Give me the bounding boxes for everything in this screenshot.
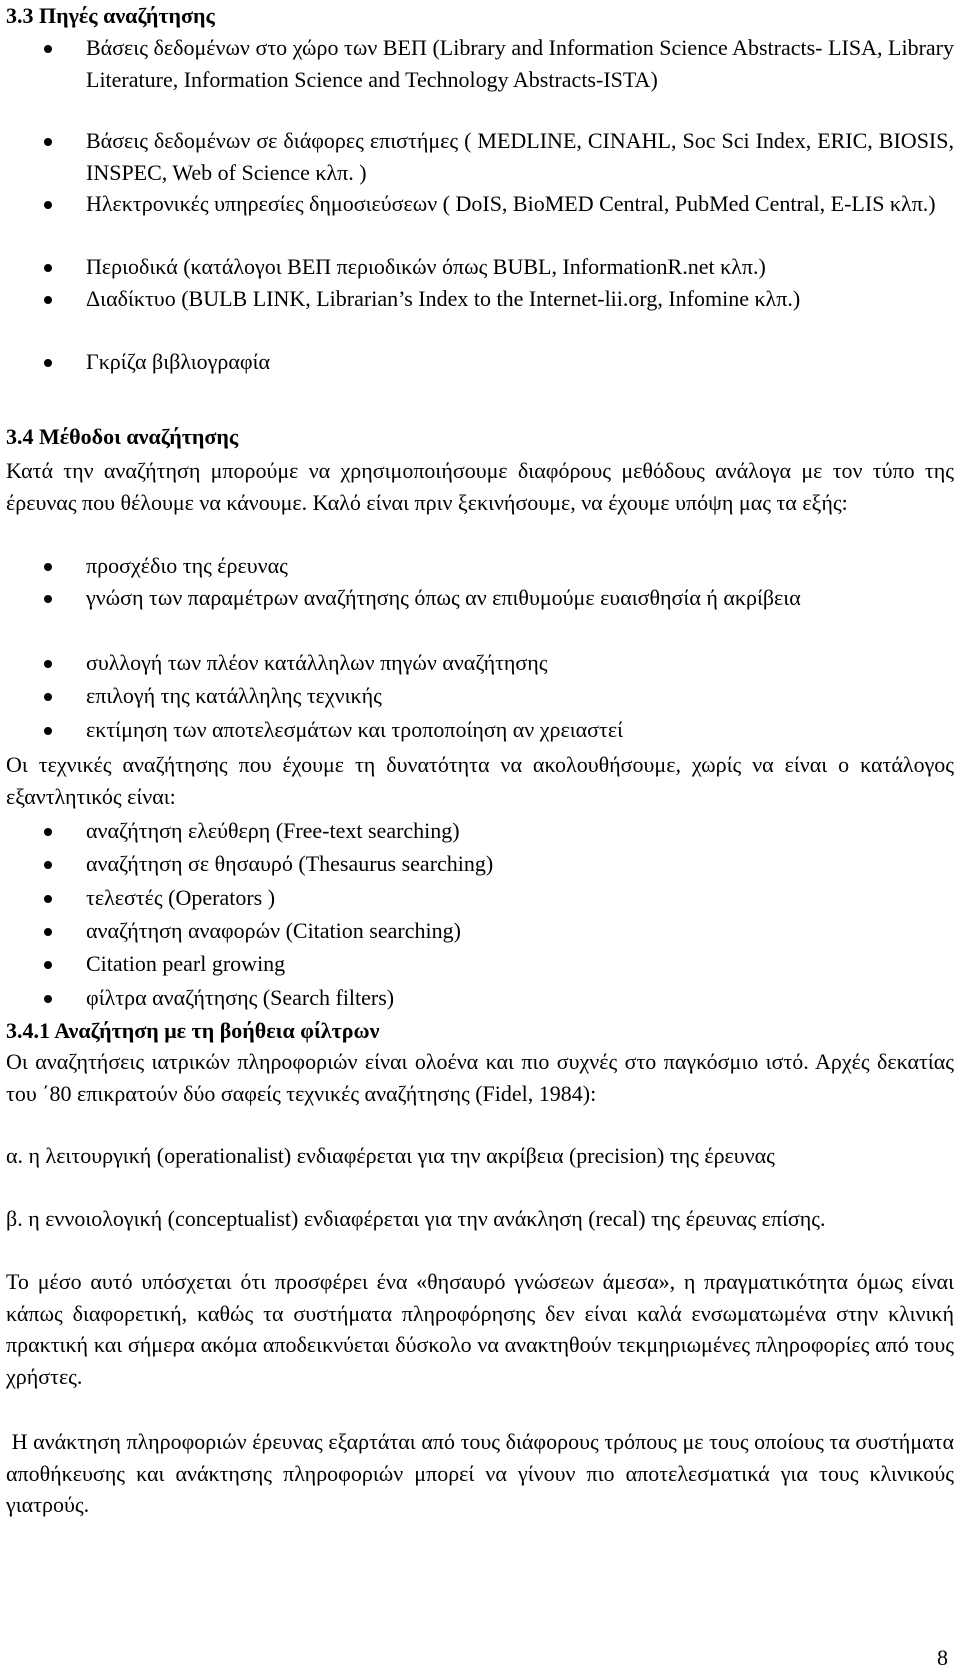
section-heading-3-4: 3.4 Μέθοδοι αναζήτησης — [6, 424, 239, 449]
list-item: αναζήτηση σε θησαυρό (Thesaurus searching) — [6, 848, 954, 880]
list-item: Βάσεις δεδομένων σε διάφορες επιστήμες ( MEDLINE, CINAHL, Soc Sci Index, ERIC, BIOSIS, INSPEC, Web of Science κλπ. ) — [6, 125, 954, 188]
bullet-icon — [44, 296, 52, 304]
paragraph-techniques-intro: Οι τεχνικές αναζήτησης που έχουμε τη δυνατότητα να ακολουθήσουμε, χωρίς να είναι ο κατάλογος εξαντλητικός είναι: — [6, 752, 954, 809]
bullet-icon — [44, 727, 52, 735]
section-heading-3-4-1: 3.4.1 Αναζήτηση με τη βοήθεια φίλτρων — [6, 1018, 380, 1043]
list-item: αναζήτηση ελεύθερη (Free-text searching) — [6, 815, 954, 847]
bullet-icon — [44, 563, 52, 571]
paragraph-operationalist: α. η λειτουργική (operationalist) ενδιαφέρεται για την ακρίβεια (precision) της έρευνας — [6, 1143, 775, 1168]
list-item: εκτίμηση των αποτελεσμάτων και τροποποίηση αν χρειαστεί — [6, 714, 954, 746]
list-item: Citation pearl growing — [6, 948, 954, 980]
paragraph-filters-intro: Οι αναζητήσεις ιατρικών πληροφοριών είναι ολοένα και πιο συχνές στο παγκόσμιο ιστό. Αρχές δεκατίας του ΄80 επικρατούν δύο σαφείς τεχνικές αναζήτησης (Fidel, 1984): — [6, 1049, 954, 1106]
page-number: 8 — [937, 1645, 948, 1670]
bullet-icon — [44, 138, 52, 146]
bullet-icon — [44, 995, 52, 1003]
list-item: επιλογή της κατάλληλης τεχνικής — [6, 680, 954, 712]
bullet-icon — [44, 201, 52, 209]
list-item: Ηλεκτρονικές υπηρεσίες δημοσιεύσεων ( DoIS, BioMED Central, PubMed Central, E-LIS κλπ.) — [6, 188, 954, 251]
list-item: τελεστές (Operators ) — [6, 882, 954, 914]
section-heading-3-3: 3.3 Πηγές αναζήτησης — [6, 3, 215, 28]
list-item: προσχέδιο της έρευνας — [6, 550, 954, 582]
bullet-icon — [44, 264, 52, 272]
list-item: Γκρίζα βιβλιογραφία — [6, 346, 954, 378]
paragraph-conceptualist: β. η εννοιολογική (conceptualist) ενδιαφέρεται για την ανάκληση (recal) της έρευνας επίσης. — [6, 1206, 826, 1231]
bullet-icon — [44, 660, 52, 668]
paragraph-knowledge-treasure: Το μέσο αυτό υπόσχεται ότι προσφέρει ένα «θησαυρό γνώσεων άμεσα», η πραγματικότητα όμως είναι κάπως διαφορετική, καθώς τα συστήματα πληροφόρησης δεν είναι καλά ενσωματωμένα στην κλινική πρακτική και σήμερα ακόμα αποδεικνύεται δύσκολο να ανακτηθούν τεκμηριωμένες πληροφορίες από τους χρήστες. — [6, 1269, 954, 1389]
paragraph-retrieval: Η ανάκτηση πληροφοριών έρευνας εξαρτάται από τους διάφορους τρόπους με τους οποίους τα συστήματα αποθήκευσης και ανάκτησης πληροφοριών μπορεί να γίνουν πιο αποτελεσματικά για τους κλινικούς γιατρούς. — [6, 1429, 960, 1517]
list-item: φίλτρα αναζήτησης (Search filters) — [6, 982, 954, 1014]
list-item: Διαδίκτυο (BULB LINK, Librarian’s Index to the Internet-lii.org, Infomine κλπ.) — [6, 283, 954, 346]
bullet-icon — [44, 861, 52, 869]
bullet-icon — [44, 45, 52, 53]
bullet-icon — [44, 961, 52, 969]
paragraph-3-4-intro: Κατά την αναζήτηση μπορούμε να χρησιμοποιήσουμε διαφόρους μεθόδους ανάλογα με τον τύπο της έρευνας που θέλουμε να κάνουμε. Καλό είναι πριν ξεκινήσουμε, να έχουμε υπόψη μας τα εξής: — [6, 458, 954, 515]
bullet-icon — [44, 693, 52, 701]
bullet-icon — [44, 928, 52, 936]
list-item: Περιοδικά (κατάλογοι ΒΕΠ περιοδικών όπως BUBL, InformationR.net κλπ.) — [6, 251, 954, 283]
bullet-icon — [44, 595, 52, 603]
list-item: συλλογή των πλέον κατάλληλων πηγών αναζήτησης — [6, 647, 954, 679]
bullet-icon — [44, 828, 52, 836]
bullet-icon — [44, 359, 52, 367]
list-item: Βάσεις δεδομένων στο χώρο των ΒΕΠ (Library and Information Science Abstracts- LISA, Library Literature, Information Science and Technology Abstracts-ISTA) — [6, 32, 954, 127]
list-item: γνώση των παραμέτρων αναζήτησης όπως αν επιθυμούμε ευαισθησία ή ακρίβεια — [6, 582, 954, 645]
bullet-icon — [44, 895, 52, 903]
list-item: αναζήτηση αναφορών (Citation searching) — [6, 915, 954, 947]
